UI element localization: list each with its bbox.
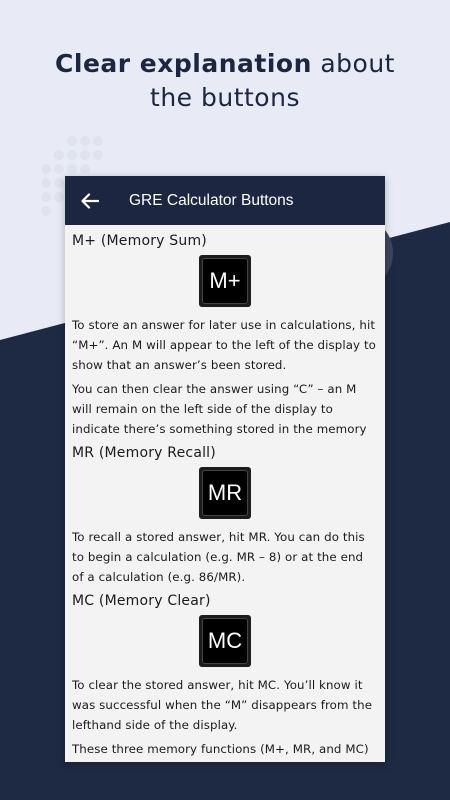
headline-rest: about (311, 49, 395, 78)
section-title: MR (Memory Recall) (72, 445, 216, 461)
back-button[interactable] (79, 190, 101, 212)
section-title: MC (Memory Clear) (72, 593, 211, 609)
key-label: MC (202, 618, 248, 664)
page-headline (0, 47, 450, 115)
key-label: MR (202, 470, 248, 516)
content-area (72, 233, 378, 762)
section-paragraph: To recall a stored answer, hit MR. You can do this to begin a calculation (e.g. MR – 8) or at the end of a calculation (e.g. 86/MR). (72, 530, 365, 584)
section-memory-sum (72, 233, 378, 439)
section-paragraph: To store an answer for later use in calculations, hit “M+”. An M will appear to the left of the display to show that an answer’s been stored. (72, 318, 377, 372)
key-image-mr (199, 467, 251, 519)
section-memory-clear (72, 593, 378, 759)
section-memory-recall (72, 445, 378, 587)
section-paragraph: To clear the stored answer, hit MC. You’ll know it was successful when the “M” disappears from the lefthand side of the display. (72, 678, 373, 732)
headline-line2: the buttons (150, 83, 300, 112)
app-bar-title: GRE Calculator Buttons (129, 191, 294, 209)
phone-screen (65, 176, 385, 762)
key-label: M+ (202, 258, 248, 304)
arrow-left-icon (81, 193, 99, 209)
section-paragraph: You can then clear the answer using “C” – an M will remain on the left side of the display to indicate there’s something stored in the memory (72, 382, 367, 436)
section-paragraph: These three memory functions (M+, MR, and MC) (72, 742, 369, 756)
key-image-mplus (199, 255, 251, 307)
headline-bold: Clear explanation (55, 49, 312, 78)
key-image-mc (199, 615, 251, 667)
section-title: M+ (Memory Sum) (72, 233, 207, 249)
app-bar (65, 176, 385, 225)
